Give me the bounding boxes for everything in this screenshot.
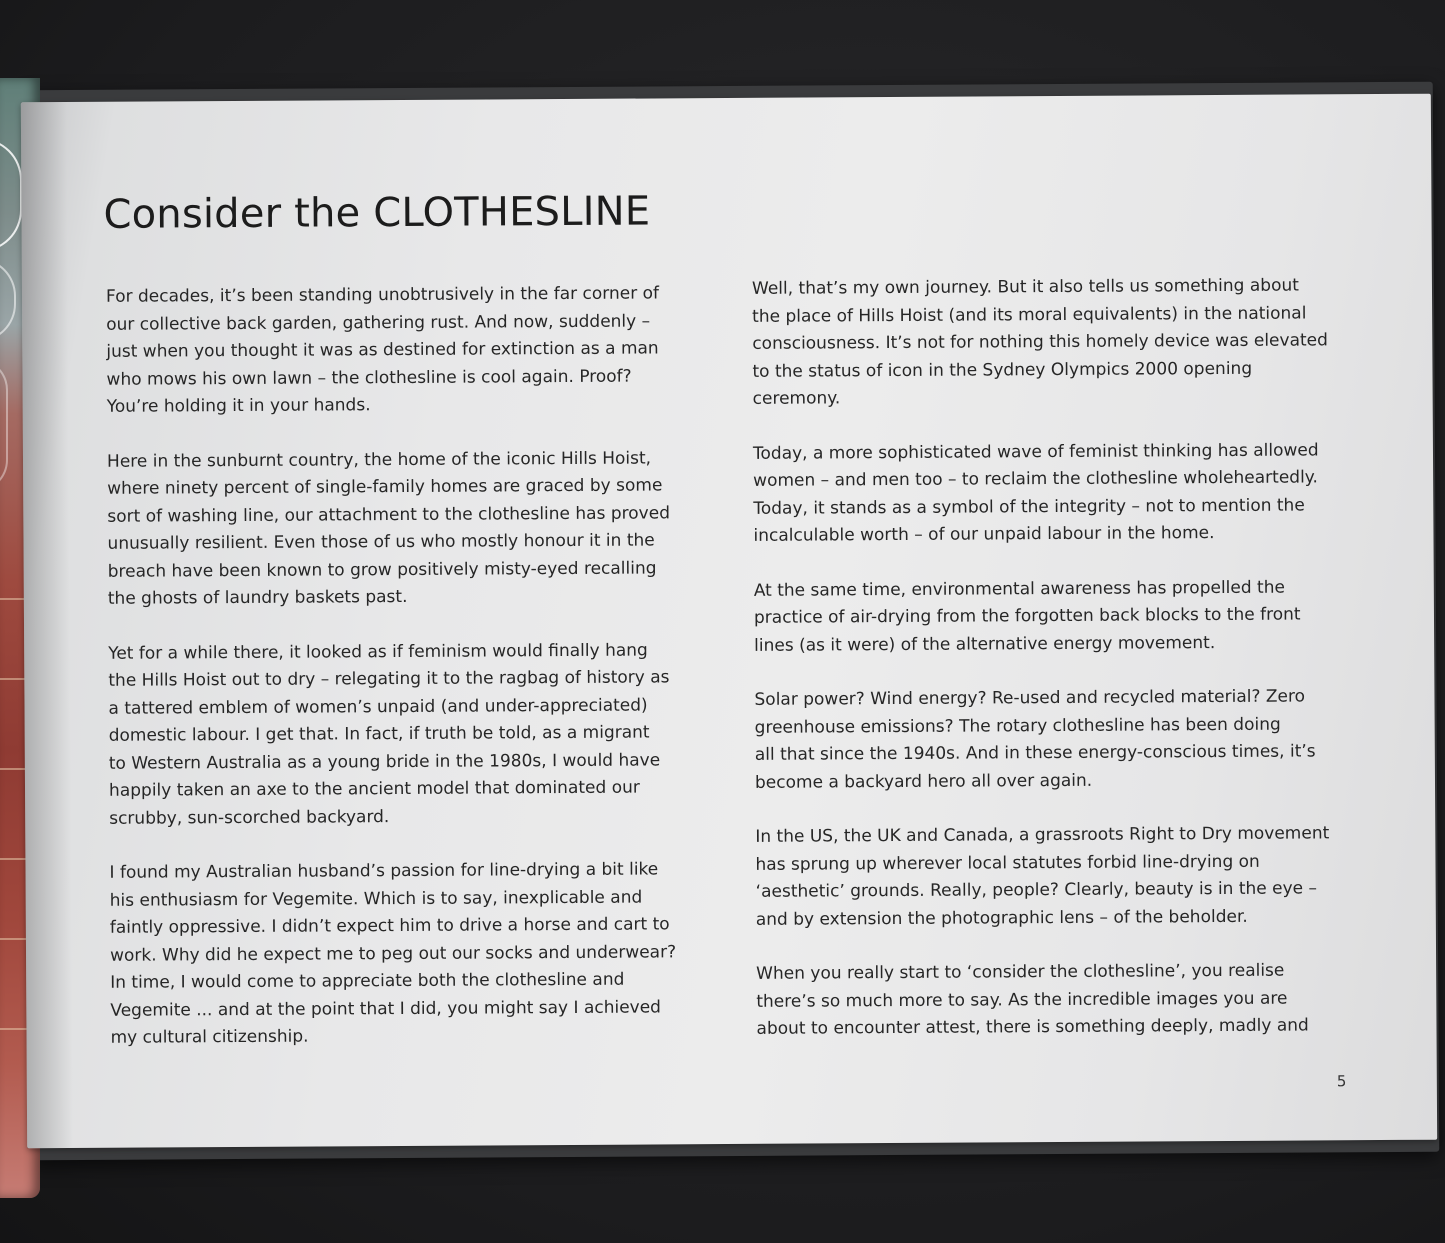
text-line: Here in the sunburnt country, the home of the iconic Hills Hoist, <box>106 447 652 472</box>
text-line: lines (as it were) of the alternative energy movement. <box>754 632 1216 656</box>
text-line: his enthusiasm for Vegemite. Which is to say, inexplicable and <box>109 887 643 911</box>
clothesline-arc <box>0 358 8 492</box>
text-line: consciousness. It’s not for nothing this homely device was elevated <box>752 330 1328 354</box>
text-line: domestic labour. I get that. In fact, if truth be told, as a migrant <box>108 722 650 746</box>
paragraph <box>754 574 1354 660</box>
text-line: faintly oppressive. I didn’t expect him to drive a horse and cart to <box>109 914 670 938</box>
text-line: unusually resilient. Even those of us who mostly honour it in the <box>107 530 655 554</box>
text-line: incalculable worth – of our unpaid labour in the home. <box>753 523 1215 546</box>
text-line: I found my Australian husband’s passion for line-drying a bit like <box>109 859 659 883</box>
text-line: scrubby, sun-scorched backyard. <box>109 806 390 829</box>
text-line: sort of washing line, our attachment to the clothesline has proved <box>107 502 671 527</box>
text-line: to Western Australia as a young bride in the 1980s, I would have <box>108 749 661 774</box>
text-line: ‘aesthetic’ grounds. Really, people? Clearly, beauty is in the eye – <box>755 878 1318 902</box>
text-line: Solar power? Wind energy? Re-used and recycled material? Zero <box>754 686 1306 710</box>
text-line: In time, I would come to appreciate both the clothesline and <box>110 969 625 993</box>
text-line: who mows his own lawn – the clothesline is cool again. Proof? <box>106 366 632 390</box>
paragraph <box>106 280 697 421</box>
paragraph <box>752 272 1353 413</box>
clothesline-arc <box>0 138 22 252</box>
book-page <box>21 94 1437 1149</box>
text-line: Today, a more sophisticated wave of feminist thinking has allowed <box>752 439 1319 464</box>
paragraph <box>753 437 1354 551</box>
text-line: about to encounter attest, there is something deeply, madly and <box>756 1015 1309 1039</box>
text-line: the Hills Hoist out to dry – relegating it to the ragbag of history as <box>108 667 670 691</box>
text-line: our collective back garden, gathering rust. And now, suddenly – <box>106 310 651 335</box>
text-line: the ghosts of laundry baskets past. <box>107 586 408 609</box>
text-line: a tattered emblem of women’s unpaid (and under-appreciated) <box>108 694 648 719</box>
paragraph <box>755 820 1356 934</box>
text-line: happily taken an axe to the ancient model that dominated our <box>108 777 640 801</box>
paragraph <box>756 957 1356 1043</box>
left-text-column <box>106 280 701 1079</box>
text-line: the place of Hills Hoist (and its moral equivalents) in the national <box>752 302 1307 327</box>
text-line: practice of air-drying from the forgotten back blocks to the front <box>753 604 1301 628</box>
text-line: breach have been known to grow positively misty-eyed recalling <box>107 557 657 582</box>
paragraph <box>754 683 1355 797</box>
text-line: Yet for a while there, it looked as if feminism would finally hang <box>108 639 648 664</box>
paragraph <box>108 637 699 833</box>
text-line: Vegemite ... and at the point that I did, you might say I achieved <box>110 996 662 1021</box>
text-line: work. Why did he expect me to peg out our socks and underwear? <box>109 941 677 966</box>
text-line: Well, that’s my own journey. But it also tells us something about <box>751 275 1299 299</box>
text-line: my cultural citizenship. <box>110 1026 309 1048</box>
paragraph <box>109 856 700 1052</box>
text-line: women – and men too – to reclaim the clothesline wholeheartedly. <box>753 467 1318 491</box>
page-title: Consider the CLOTHESLINE <box>103 188 651 238</box>
text-line: When you really start to ‘consider the clothesline’, you realise <box>756 960 1285 984</box>
text-line: For decades, it’s been standing unobtrusively in the far corner of <box>105 283 660 307</box>
text-line: Today, it stands as a symbol of the integrity – not to mention the <box>753 494 1305 519</box>
text-line: there’s so much more to say. As the incredible images you are <box>756 988 1288 1012</box>
text-line: In the US, the UK and Canada, a grassroots Right to Dry movement <box>755 823 1330 847</box>
text-line: greenhouse emissions? The rotary clothesline has been doing <box>754 714 1281 738</box>
paragraph <box>107 445 698 614</box>
text-line: to the status of icon in the Sydney Olympics 2000 opening <box>752 358 1253 382</box>
clothesline-arc <box>0 258 16 342</box>
text-line: become a backyard hero all over again. <box>754 770 1093 793</box>
text-line: and by extension the photographic lens – of the beholder. <box>755 906 1248 930</box>
text-line: You’re holding it in your hands. <box>106 395 371 417</box>
text-line: just when you thought it was as destined for extinction as a man <box>106 338 659 362</box>
text-line: ceremony. <box>752 388 841 409</box>
right-text-column <box>752 272 1357 1070</box>
text-line: has sprung up wherever local statutes forbid line-drying on <box>755 851 1260 875</box>
page-number: 5 <box>1336 1072 1347 1091</box>
text-line: At the same time, environmental awareness has propelled the <box>753 577 1285 601</box>
text-line: where ninety percent of single-family homes are graced by some <box>107 475 663 499</box>
text-line: all that since the 1940s. And in these energy-conscious times, it’s <box>754 741 1316 765</box>
